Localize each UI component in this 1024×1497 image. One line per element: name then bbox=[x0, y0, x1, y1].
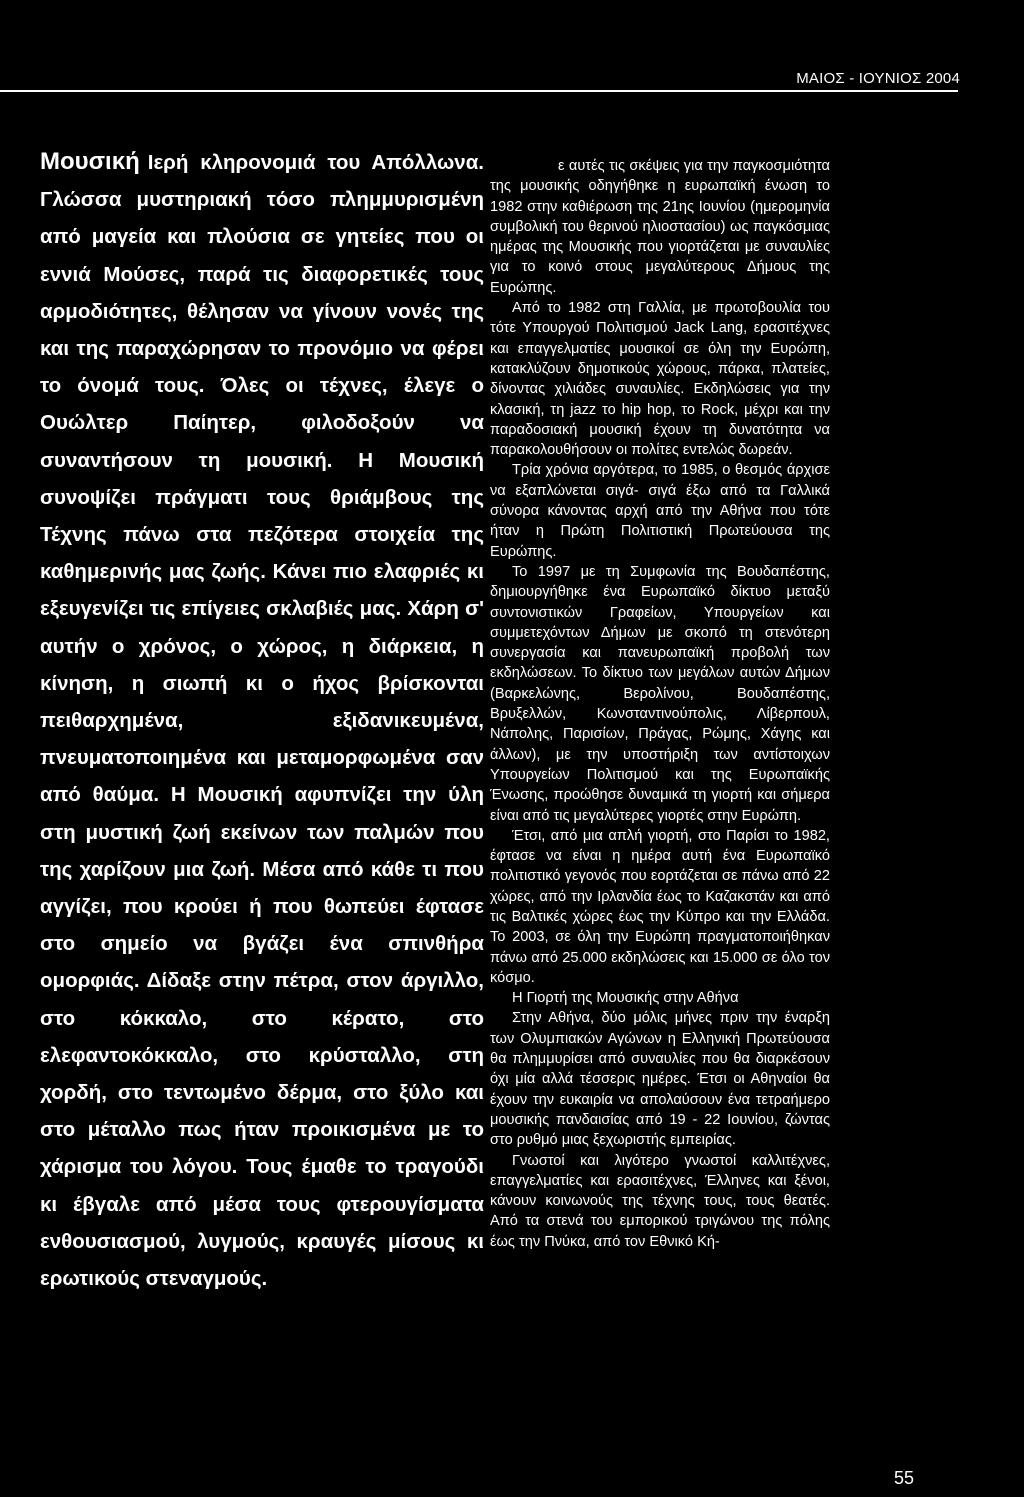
issue-date: ΜΑΙΟΣ - ΙΟΥΝΙΟΣ 2004 bbox=[796, 70, 960, 87]
article-title: Μουσική bbox=[40, 148, 140, 175]
page-number: 55 bbox=[893, 1468, 914, 1488]
body-paragraph: Γνωστοί και λιγότερο γνωστοί καλλιτέχνες, επαγγελματίες και ερασιτέχνες, Έλληνες και ξένοι, κάνουν κοινωνούς της τέχνης τους, τους θεατές. Από τα στενά του εμπορικού τριγώνου της πόλης έως την Πνύκα, από τον Εθνικό Κή- bbox=[490, 1152, 830, 1250]
body-paragraph: Στην Αθήνα, δύο μόλις μήνες πριν την έναρξη των Ολυμπιακών Αγώνων η Ελληνική Πρωτεύουσα θα πλημμυρίσει από συναυλίες που θα διαρκέσουν όχι μία αλλά τέσσερις ημέρες. Έτσι οι Αθηναίοι θα έχουν την ευκαιρία να απολαύσουν ένα τετραήμερο μουσικής πανδαισίας από 19 - 22 Ιουνίου, ζώντας στο ρυθμό μιας ξεχωριστής εμπειρίας. bbox=[490, 1010, 830, 1149]
header-rule bbox=[0, 90, 958, 92]
section-heading: Η Γιορτή της Μουσικής στην Αθήνα bbox=[512, 990, 739, 1007]
body-paragraph: Έτσι, από μια απλή γιορτή, στο Παρίσι το 1982, έφτασε να είναι η ημέρα αυτή ένα Ευρωπαϊκό πολιτιστικό γεγονός που εορτάζεται σε πάνω από 22 χώρες, από την Ιρλανδία έως το Καζακστάν και από τις Βαλτικές χώρες έως την Κύπρο και την Ελλάδα. Το 2003, σε όλη την Ευρώπη πραγματοποιήθηκαν πάνω από 25.000 εκδηλώσεις και 15.000 σε όλο τον κόσμο. bbox=[490, 827, 830, 986]
body-paragraph: ε αυτές τις σκέψεις για την παγκοσμιότητα της μουσικής οδηγήθηκε η ευρωπαϊκή ένωση το 1982 στην καθιέρωση της 21ης Ιουνίου (ημερομηνία συμβολική του θερινού ηλιοστασίου) ως παγκόσμιας ημέρας της Μουσικής που γιορτάζεται με συναυλίες για το κοινό στους μεγαλύτερους Δήμους της Ευρώπης. bbox=[490, 158, 830, 296]
body-paragraph: Τρία χρόνια αργότερα, το 1985, ο θεσμός άρχισε να εξαπλώνεται σιγά- σιγά έξω από τα Γαλλικά σύνορα κάνοντας αρχή από την Αθήνα που τότε ήταν η Πρώτη Πολιτιστική Πρωτεύουσα της Ευρώπης. bbox=[490, 462, 830, 560]
intro-paragraph bbox=[40, 143, 484, 1297]
body-paragraph: Το 1997 με τη Συμφωνία της Βουδαπέστης, δημιουργήθηκε ένα Ευρωπαϊκό δίκτυο μεταξύ συντονιστικών Γραφείων, Υπουργείων και συμμετεχόντων Δήμων με σκοπό τη στενότερη συνεργασία και πανευρωπαϊκή προβολή των εκδηλώσεων. Το δίκτυο των μεγάλων αυτών Δήμων (Βαρκελώνης, Βερολίνου, Βουδαπέστης, Βρυξελλών, Κωνσταντινούπολις, Λίβερπουλ, Νάπολης, Παρισίων, Πράγας, Ρώμης, Χάγης και άλλων), με την υποστήριξη των αντίστοιχων Υπουργείων Πολιτισμού και της Ευρωπαϊκής Ένωσης, προώθησε δυναμικά τη γιορτή και σήμερα είναι από τις μεγαλύτερες γιορτές στην Ευρώπη. bbox=[490, 563, 830, 824]
body-paragraph: Από το 1982 στη Γαλλία, με πρωτοβουλία του τότε Υπουργού Πολιτισμού Jack Lang, ερασιτέχνες και επαγγελματίες μουσικοί σε όλη την Ευρώπη, κατακλύζουν δημοτικούς χώρους, πάρκα, πλατείες, δίνοντας χιλιάδες συναυλίες. Εκδηλώσεις για την κλασική, τη jazz το hip hop, το Rock, μέχρι και την παραδοσιακή μουσική έχουν τη δυνατότητα να παρακολουθήσουν οι πολίτες εντελώς δωρεάν. bbox=[490, 300, 830, 459]
intro-text: Ιερή κληρονομιά του Απόλλωνα. Γλώσσα μυστηριακή τόσο πλημμυρισμένη από μαγεία και πλούσια σε γητείες που οι εννιά Μούσες, παρά τις διαφορετικές τους αρμοδιότητες, θέλησαν να γίνουν νονές της και της παραχώρησαν το προνόμιο να φέρει το όνομά τους. Όλες οι τέχνες, έλεγε ο Ουώλτερ Παίητερ, φιλοδοξούν να συναντήσουν τη μουσική. Η Μουσική συνοψίζει πράγματι τους θριάμβους της Τέχνης πάνω στα πεζότερα στοιχεία της καθημερινής μας ζωής. Κάνει πιο ελαφριές κι εξευγενίζει τις επίγειες σκλαβιές μας. Χάρη σ' αυτήν ο χρόνος, ο χώρος, η διάρκεια, η κίνηση, η σιωπή κι ο ήχος βρίσκονται πειθαρχημένα, εξιδανικευμένα, πνευματοποιημένα και μεταμορφωμένα σαν από θαύμα. Η Μουσική αφυπνίζει την ύλη στη μυστική ζωή εκείνων των παλμών που της χαρίζουν μια ζωή. Μέσα από κάθε τι που αγγίζει, που κρούει ή που θωπεύει έφτασε στο σημείο να βγάζει ένα σπινθήρα ομορφιάς. Δίδαξε στην πέτρα, στον άργιλλο, στο κόκκαλο, στο κέρατο, στο ελεφαντοκόκκαλο, στο κρύσταλλο, στη χορδή, στο τεντωμένο δέρμα, στο ξύλο και στο μέταλλο πως ήταν προικισμένα με το χάρισμα του λόγου. Τους έμαθε το τραγούδι κι έβγαλε από μέσα τους φτερουγίσματα ενθουσιασμού, λυγμούς, κραυγές μίσους κι ερωτικούς στεναγμούς. bbox=[40, 151, 484, 1291]
body-column bbox=[490, 156, 830, 1252]
intro-column bbox=[40, 143, 484, 1297]
